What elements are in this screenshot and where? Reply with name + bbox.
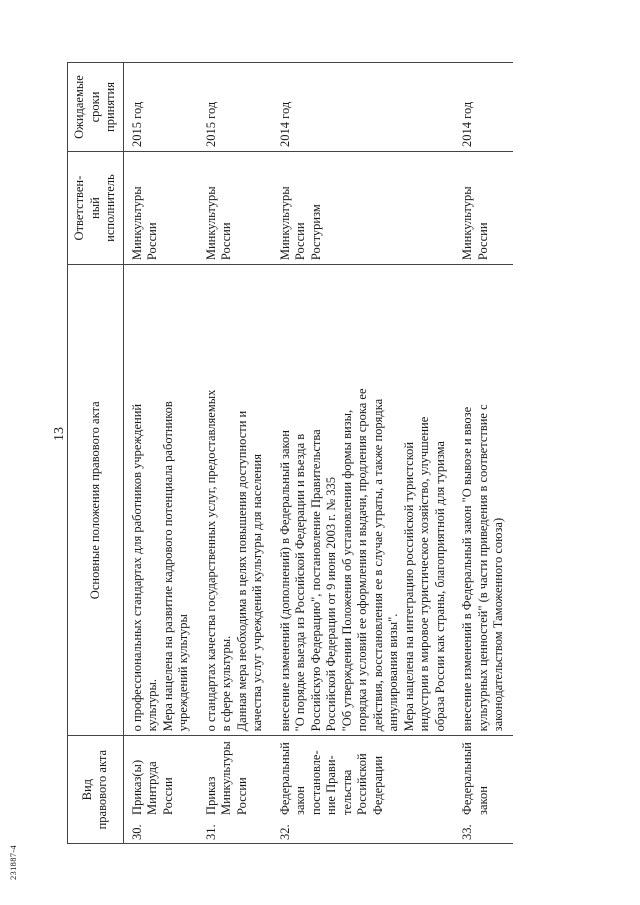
provisions-cell: [123, 265, 198, 736]
act-kind-line: России: [234, 777, 249, 815]
executor-cell: [123, 152, 198, 265]
header-provisions: Основные положения правового акта: [68, 265, 124, 736]
provisions-cell: [454, 265, 513, 736]
table-row: [454, 63, 513, 844]
table-row: [198, 63, 272, 844]
page-number: 13: [52, 427, 67, 441]
provision-line: о профессиональных стандартах для работников учреждений: [129, 403, 144, 732]
executor-line: Минкультуры: [277, 186, 292, 261]
executor-cell: [198, 152, 272, 265]
act-kind-line: Минтруда: [145, 761, 159, 815]
act-kind-line: постановле-: [308, 750, 323, 815]
executor-line: Минкультуры: [129, 186, 144, 261]
executor-line: России: [219, 222, 233, 261]
act-kind-line: Приказ(ы): [129, 759, 144, 815]
act-kind-line: Минкультуры: [219, 741, 233, 815]
term-cell: 2015 год: [123, 63, 198, 152]
executor-cell: [454, 152, 513, 265]
executor-line: Минкультуры: [203, 186, 218, 261]
row-number: 30.: [123, 815, 198, 844]
act-kind-line: тельства: [339, 769, 354, 815]
provision-line: культуры.: [145, 678, 159, 732]
act-kind-cell: [272, 736, 455, 815]
term-cell: 2014 год: [272, 63, 455, 152]
provision-line: Данная мера необходима в целях повышения доступности и: [234, 410, 249, 732]
executor-line: России: [475, 222, 490, 261]
provision-line: Российскую Федерацию", постановление Правительства: [308, 429, 323, 732]
provision-line: аннулирования визы".: [386, 613, 400, 732]
table-header-row: [68, 63, 124, 844]
provisions-cell: [272, 265, 455, 736]
header-executor: Ответствен- ный исполнитель: [68, 152, 124, 265]
provision-line: Мера нацелена на интеграцию российской туристской: [401, 441, 416, 732]
provision-line: образа России как страны, благоприятной для туризма: [432, 441, 447, 732]
act-kind-cell: [454, 736, 513, 815]
executor-line: России: [145, 222, 159, 261]
row-number: 31.: [198, 815, 272, 844]
act-kind-line: закон: [475, 786, 490, 815]
provision-line: порядка и условий ее оформления и выдачи, продления срока ее: [355, 388, 369, 732]
provision-line: законодательством Таможенного союза): [491, 517, 505, 732]
legal-acts-table: [67, 62, 513, 844]
act-kind-line: закон: [293, 786, 307, 815]
provision-line: Мера нацелена на развитие кадрового потенциала работников: [160, 401, 175, 732]
act-kind-cell: [123, 736, 198, 815]
table-body: [123, 63, 513, 844]
executor-cell: [272, 152, 455, 265]
rotated-table-container: [67, 62, 569, 844]
act-kind-line: Федеральный: [460, 742, 474, 815]
header-kind: Вид правового акта: [68, 736, 124, 844]
provision-line: внесение изменений в Федеральный закон "О вывозе и ввозе: [460, 406, 474, 732]
provision-line: "Об утверждении Положения об установлении формы визы,: [339, 409, 354, 732]
provision-line: индустрии в мировое туристическое хозяйство, улучшение: [417, 416, 431, 732]
term-cell: 2015 год: [198, 63, 272, 152]
executor-line: Ростуризм: [308, 204, 323, 261]
header-term: Ожидаемые сроки принятия: [68, 63, 124, 152]
act-kind-line: ние Прави-: [324, 755, 338, 815]
provision-line: "О порядке выезда из Российской Федерации и въезда в: [293, 433, 307, 732]
act-kind-line: России: [160, 777, 175, 815]
table-row: [123, 63, 198, 844]
table-row: [272, 63, 455, 844]
act-kind-line: Федеральный: [277, 742, 292, 815]
act-kind-line: Федерации: [370, 755, 385, 815]
document-id: 231887-4: [8, 845, 18, 880]
executor-line: России: [293, 222, 307, 261]
provision-line: культурных ценностей" (в части приведения в соответствие с: [475, 404, 490, 732]
row-number: 32.: [272, 815, 455, 844]
provision-line: Российской Федерации от 9 июня 2003 г. № 335: [324, 476, 338, 732]
term-cell: 2014 год: [454, 63, 513, 152]
act-kind-cell: [198, 736, 272, 815]
provision-line: действия, восстановления ее в случае утраты, а также порядка: [370, 398, 385, 732]
provision-line: учреждений культуры: [176, 614, 190, 732]
act-kind-line: Приказ: [203, 776, 218, 815]
provision-line: качества услуг учреждений культуры для населения: [250, 454, 264, 732]
row-number: 33.: [454, 815, 513, 844]
provision-line: о стандартах качества государственных услуг, предоставляемых: [203, 389, 218, 732]
provision-line: внесение изменений (дополнений) в Федеральный закон: [277, 430, 292, 732]
provision-line: в сфере культуры.: [219, 635, 233, 732]
act-kind-line: Российской: [355, 753, 369, 815]
executor-line: Минкультуры: [460, 186, 474, 261]
provisions-cell: [198, 265, 272, 736]
